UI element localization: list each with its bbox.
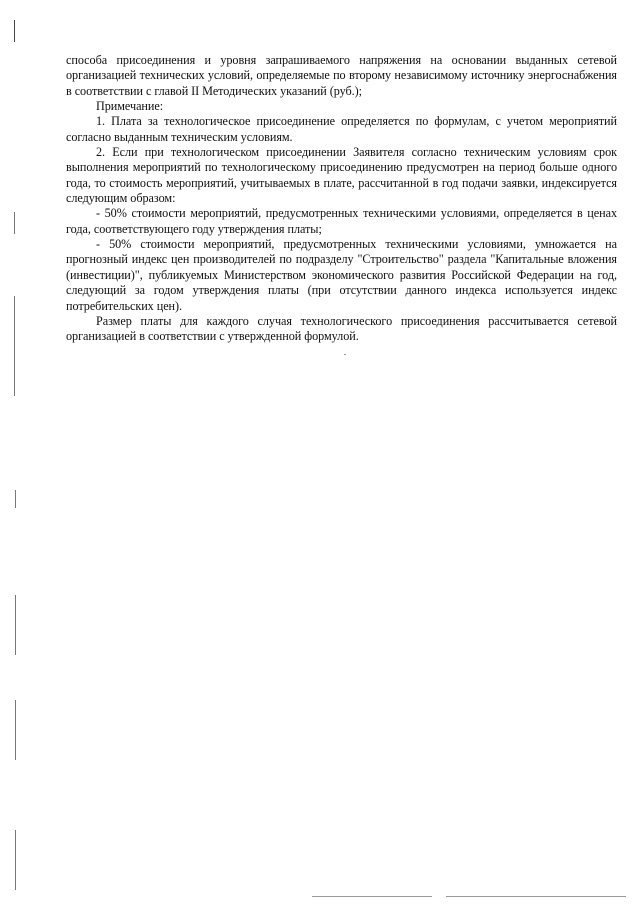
- scan-margin-mark: [14, 212, 15, 234]
- document-body: [66, 53, 617, 345]
- scan-margin-mark: [14, 296, 15, 396]
- indexation-bullet-2: - 50% стоимости мероприятий, предусмотренных техническими условиями, умножается на прогнозный индекс цен производителей по подразделу "Строительство" раздела "Капитальные вложения (инвестиции)", публикуемых Министерством экономического развития Российской Федерации на год, следующий за годом утверждения платы (при отсутствии данного индекса используется индекс потребительских цен).: [66, 237, 617, 313]
- fee-calculation-paragraph: Размер платы для каждого случая технологического присоединения рассчитывается сетевой организацией в соответствии с утвержденной формулой.: [66, 313, 617, 344]
- scan-margin-mark: [15, 595, 16, 655]
- scan-margin-mark: [14, 20, 15, 42]
- note-heading: Примечание:: [96, 99, 164, 114]
- scan-bottom-line: [446, 896, 626, 897]
- scan-speck: [344, 354, 346, 355]
- scan-margin-mark: [15, 830, 16, 890]
- scan-margin-mark: [15, 700, 16, 760]
- scan-margin-marks: [0, 0, 40, 905]
- note-item-1: 1. Плата за технологическое присоединение определяется по формулам, с учетом мероприятий согласно выданным техническим условиям.: [66, 114, 617, 144]
- indexation-bullet-1: - 50% стоимости мероприятий, предусмотренных техническими условиями, определяется в ценах года, соответствующего году утверждения платы;: [66, 206, 617, 236]
- scan-bottom-line: [312, 896, 432, 897]
- paragraph-continuation: способа присоединения и уровня запрашиваемого напряжения на основании выданных сетевой организацией технических условий, определяемые по второму независимому источнику энергоснабжения в соответствии с главой II Методических указаний (руб.);: [66, 53, 617, 98]
- note-item-2: 2. Если при технологическом присоединении Заявителя согласно техническим условиям срок выполнения мероприятий по технологическому присоединению предусмотрен на период больше одного года, то стоимость мероприятий, учитываемых в плате, рассчитанной в год подачи заявки, индексируется следующим образом:: [66, 145, 617, 206]
- scan-margin-mark: [15, 490, 16, 508]
